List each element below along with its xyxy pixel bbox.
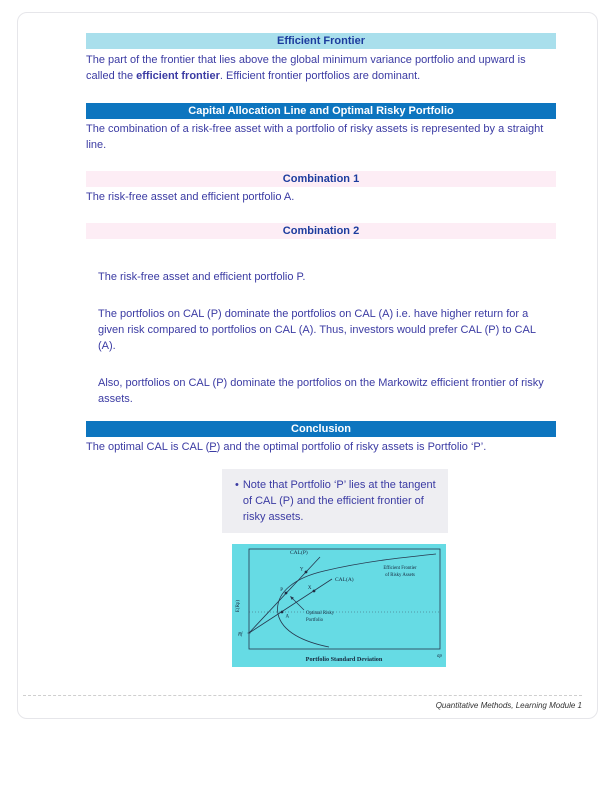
sigma-p-label: σp: [437, 654, 442, 659]
optimal-portfolio-label-line2: Portfolio: [306, 618, 324, 623]
cal-p-label: CAL(P): [290, 550, 308, 556]
section-header-efficient-frontier: Efficient Frontier: [86, 33, 556, 49]
cal-paragraph: The combination of a risk-free asset with a portfolio of risky assets is represented by a straight line.: [86, 123, 544, 151]
rf-label: Rf: [238, 632, 243, 638]
point-y-label: Y: [299, 567, 304, 573]
combination-2-paragraph-2: The portfolios on CAL (P) dominate the portfolios on CAL (A) i.e. have higher return for a given risk compared to portfolios on CAL (A). Thus, investors would prefer CAL (P) to CAL (A).: [98, 308, 536, 352]
cal-a-label: CAL(A): [335, 577, 354, 583]
footer-text: Quantitative Methods, Learning Module 1: [435, 701, 582, 710]
document-page: [17, 12, 598, 719]
section-header-combination-2: Combination 2: [86, 223, 556, 239]
section-header-cal: Capital Allocation Line and Optimal Risky Portfolio: [86, 103, 556, 119]
combination-2-paragraph-3: Also, portfolios on CAL (P) dominate the portfolios on the Markowitz efficient frontier of risky assets.: [98, 377, 544, 405]
point-x-label: X: [307, 586, 312, 591]
point-y-dot: [305, 571, 308, 574]
point-p-label: P: [280, 588, 283, 593]
note-bullet: •: [235, 479, 239, 491]
section-header-conclusion: Conclusion: [86, 421, 556, 437]
page-footer: [23, 695, 582, 710]
point-a-label: A: [285, 614, 290, 620]
conclusion-paragraph: [86, 439, 556, 455]
frontier-label-line2: of Risky Assets: [385, 573, 415, 578]
conclusion-text-underline: P: [209, 441, 217, 453]
y-axis-label: E(Rp): [236, 599, 241, 613]
combination-2-paragraph-1: The risk-free asset and efficient portfolio P.: [98, 271, 306, 283]
chart-background: [232, 544, 446, 667]
cal-frontier-figure: [232, 544, 446, 667]
efficient-frontier-paragraph: [86, 52, 556, 84]
conclusion-text-post: ) and the optimal portfolio of risky assets is Portfolio ‘P’.: [216, 441, 487, 453]
efficient-frontier-text-pre: The part of the frontier that lies above the global minimum variance portfolio and upward is called the: [86, 54, 526, 82]
page-content: [18, 13, 597, 667]
note-box: [222, 469, 448, 533]
combination-1-paragraph: The risk-free asset and efficient portfolio A.: [86, 191, 295, 203]
frontier-label-line1: Efficient Frontier: [383, 566, 417, 571]
cal-frontier-chart: [232, 544, 446, 667]
optimal-portfolio-label-line1: Optimal Risky: [306, 611, 335, 616]
efficient-frontier-text-post: . Efficient frontier portfolios are dominant.: [219, 70, 421, 82]
point-x-dot: [313, 590, 316, 593]
conclusion-text-pre: The optimal CAL is CAL (: [86, 441, 210, 453]
section-header-combination-1: Combination 1: [86, 171, 556, 187]
note-text: Note that Portfolio ‘P’ lies at the tangent of CAL (P) and the efficient frontier of risky assets.: [242, 479, 436, 523]
x-axis-label: Portfolio Standard Deviation: [305, 656, 383, 663]
point-a-dot: [281, 611, 284, 614]
efficient-frontier-text-bold: efficient frontier: [136, 70, 220, 82]
point-p-dot: [285, 592, 288, 595]
